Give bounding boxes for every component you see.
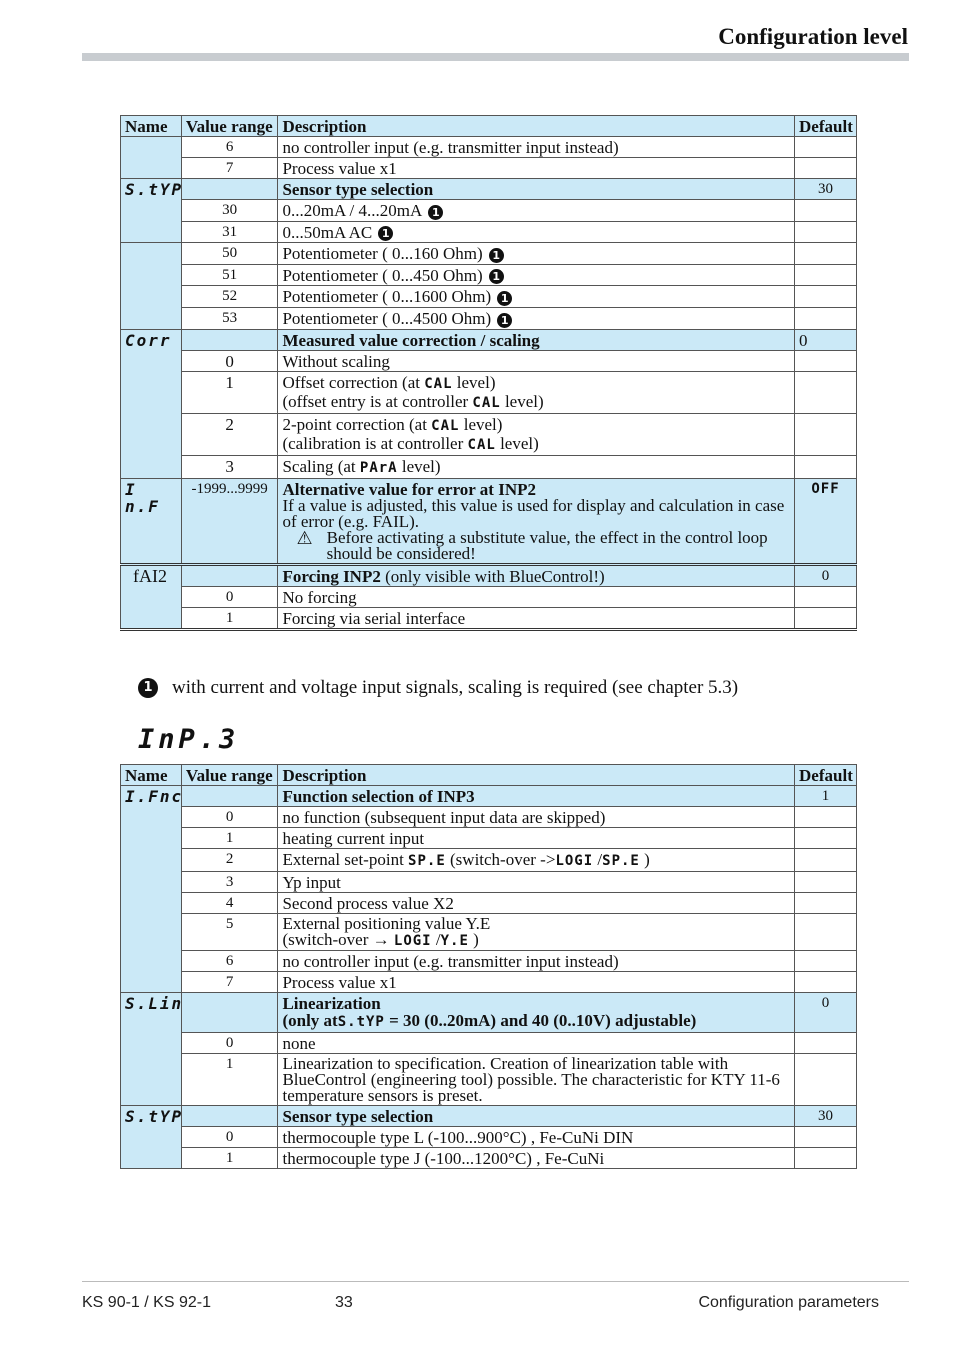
desc-cell: Potentiometer ( 0...1600 Ohm) 1: [278, 286, 795, 308]
param-row-s-typ: [121, 1106, 857, 1127]
footer-model: KS 90-1 / KS 92-1: [82, 1294, 211, 1311]
inp3-parameter-table: [120, 764, 857, 1169]
range-cell: 1: [181, 607, 278, 629]
param-name-cell: [121, 329, 182, 478]
table-row: [121, 413, 857, 455]
range-cell: 3: [181, 455, 278, 478]
table-row: [121, 264, 857, 286]
table-row: [121, 137, 857, 158]
default-cell: [795, 455, 857, 478]
param-name: S.tYP: [125, 1107, 184, 1126]
param-row-s-lin: [121, 993, 857, 1033]
name-cell: [121, 243, 182, 329]
default-cell: [795, 586, 857, 607]
desc-cell: 2-point correction (at CAL level) (calibration is at controller CAL level): [278, 413, 795, 455]
param-name-cell: [121, 478, 182, 564]
desc-cell: Forcing via serial interface: [278, 607, 795, 629]
note-1-icon: 1: [428, 205, 443, 220]
table-row: [121, 200, 857, 222]
footer-page-number: 33: [335, 1294, 353, 1311]
table-row: [121, 455, 857, 478]
note-1-icon: 1: [378, 226, 393, 241]
col-name: Name: [121, 765, 182, 786]
default-cell: [795, 371, 857, 413]
default-cell: [795, 951, 857, 972]
default-cell: 30: [795, 179, 857, 200]
table-row: [121, 607, 857, 629]
param-row-corr: [121, 329, 857, 350]
note-1-icon: 1: [489, 269, 504, 284]
table-row: [121, 286, 857, 308]
desc-cell: 0...50mA AC 1: [278, 221, 795, 243]
range-cell: 6: [181, 951, 278, 972]
param-name: S.tYP: [125, 180, 184, 199]
param-name-cell: [121, 786, 182, 993]
default-cell: [795, 893, 857, 914]
desc-cell: none: [278, 1033, 795, 1054]
desc-cell: External set-point SP.E (switch-over ->LOGI /SP.E ): [278, 849, 795, 872]
range-cell: 0: [181, 1127, 278, 1148]
col-default: Default: [795, 116, 857, 137]
desc-cell: Second process value X2: [278, 893, 795, 914]
range-cell: 31: [181, 221, 278, 243]
table-row: [121, 1127, 857, 1148]
default-cell: [795, 286, 857, 308]
range-cell: [181, 564, 278, 586]
default-cell: [795, 158, 857, 179]
param-name-cell: fAI2: [121, 564, 182, 629]
table-row: [121, 1054, 857, 1106]
desc-cell: Without scaling: [278, 350, 795, 371]
range-cell: 5: [181, 914, 278, 951]
inp2-parameter-table: [120, 115, 857, 631]
col-desc: Description: [278, 765, 795, 786]
default-cell: 30: [795, 1106, 857, 1127]
range-cell: 2: [181, 849, 278, 872]
range-cell: 0: [181, 807, 278, 828]
desc-cell: External positioning value Y.E (switch-over → LOGI /Y.E ): [278, 914, 795, 951]
range-cell: 6: [181, 137, 278, 158]
name-cell: [121, 137, 182, 179]
table-row: [121, 1148, 857, 1169]
table-row: [121, 221, 857, 243]
range-cell: 51: [181, 264, 278, 286]
param-name-cell: [121, 179, 182, 243]
range-cell: 0: [181, 350, 278, 371]
note-1-icon: 1: [489, 248, 504, 263]
default-cell: [795, 1033, 857, 1054]
default-cell: 0: [795, 329, 857, 350]
desc-cell: no function (subsequent input data are skipped): [278, 807, 795, 828]
range-cell: -1999...9999: [181, 478, 278, 564]
default-cell: [795, 243, 857, 265]
note-1-icon: 1: [497, 291, 512, 306]
col-desc: Description: [278, 116, 795, 137]
desc-cell: heating current input: [278, 828, 795, 849]
range-cell: 2: [181, 413, 278, 455]
table-header: [121, 765, 857, 786]
range-cell: 1: [181, 828, 278, 849]
desc-cell: Offset correction (at CAL level) (offset entry is at controller CAL level): [278, 371, 795, 413]
range-cell: 50: [181, 243, 278, 265]
desc-cell: Potentiometer ( 0...160 Ohm) 1: [278, 243, 795, 265]
default-cell: [795, 137, 857, 158]
desc-cell: No forcing: [278, 586, 795, 607]
param-title: Function selection of INP3: [282, 787, 475, 806]
range-cell: 52: [181, 286, 278, 308]
table-row: [121, 807, 857, 828]
desc-cell: no controller input (e.g. transmitter input instead): [278, 137, 795, 158]
col-default: Default: [795, 765, 857, 786]
desc-cell: no controller input (e.g. transmitter input instead): [278, 951, 795, 972]
range-cell: 30: [181, 200, 278, 222]
range-cell: [181, 1106, 278, 1127]
desc-cell: thermocouple type J (-100...1200°C) , Fe-CuNi: [278, 1148, 795, 1169]
default-cell: [795, 607, 857, 629]
table-row: [121, 307, 857, 329]
range-cell: 3: [181, 872, 278, 893]
header-bar: [82, 53, 909, 61]
table-row: [121, 872, 857, 893]
desc-cell: Yp input: [278, 872, 795, 893]
param-title: Alternative value for error at INP2: [282, 479, 536, 499]
range-cell: 0: [181, 1033, 278, 1054]
range-cell: 7: [181, 972, 278, 993]
note-1-icon: 1: [497, 313, 512, 328]
table-header: [121, 116, 857, 137]
default-cell: 1: [795, 786, 857, 807]
range-cell: [181, 786, 278, 807]
param-name-cell: [121, 993, 182, 1106]
param-name: I.Fnc: [125, 787, 184, 806]
footer-divider: [82, 1281, 909, 1282]
param-title: Measured value correction / scaling: [282, 330, 540, 350]
param-row-s-typ: [121, 179, 857, 200]
table-row: [121, 158, 857, 179]
default-cell: [795, 200, 857, 222]
table-row: [121, 371, 857, 413]
range-cell: 0: [181, 586, 278, 607]
range-cell: [181, 329, 278, 350]
table-row: [121, 243, 857, 265]
param-row-i-fnc: [121, 786, 857, 807]
default-cell: 0: [795, 564, 857, 586]
table-row: [121, 586, 857, 607]
table-row: [121, 893, 857, 914]
default-cell: [795, 413, 857, 455]
range-cell: [181, 993, 278, 1033]
desc-cell: Process value x1: [278, 972, 795, 993]
table-row: [121, 350, 857, 371]
range-cell: 7: [181, 158, 278, 179]
table-row: [121, 914, 857, 951]
default-cell: [795, 307, 857, 329]
footnote-text: with current and voltage input signals, scaling is required (see chapter 5.3): [172, 677, 739, 698]
desc-cell: Linearization (only atS.tYP = 30 (0..20mA) and 40 (0..10V) adjustable): [278, 993, 795, 1033]
default-cell: 0: [795, 993, 857, 1033]
col-range: Value range: [181, 116, 278, 137]
param-name: I n.F: [125, 479, 160, 516]
desc-cell: Potentiometer ( 0...4500 Ohm) 1: [278, 307, 795, 329]
param-title: Sensor type selection: [282, 180, 434, 199]
param-name: S.Lin: [125, 994, 184, 1013]
warning-icon: ⚠: [296, 527, 313, 549]
table-row: [121, 849, 857, 872]
default-cell: [795, 807, 857, 828]
default-cell: [795, 828, 857, 849]
param-name-cell: [121, 1106, 182, 1169]
param-row-fai2: [121, 564, 857, 586]
param-title: Forcing INP2: [282, 566, 381, 586]
table-row: [121, 951, 857, 972]
range-cell: 1: [181, 371, 278, 413]
default-cell: [795, 1054, 857, 1106]
desc-cell: Potentiometer ( 0...450 Ohm) 1: [278, 264, 795, 286]
footer-section: Configuration parameters: [698, 1294, 879, 1311]
desc-cell: Scaling (at PArA level): [278, 455, 795, 478]
param-row-inf: [121, 478, 857, 564]
default-cell: [795, 1148, 857, 1169]
col-name: Name: [121, 116, 182, 137]
default-cell: [795, 914, 857, 951]
param-name: Corr: [125, 330, 172, 350]
default-cell: [795, 972, 857, 993]
default-cell: [795, 264, 857, 286]
default-cell: [795, 350, 857, 371]
section-heading-inp3: InP.3: [138, 724, 240, 755]
desc-cell: Alternative value for error at INP2 If a value is adjusted, this value is used for display and calculation in case of error (e.g. FAIL). ⚠ Before activating a substitute value, the effect in the control loop should be considered!: [278, 478, 795, 564]
range-cell: 1: [181, 1148, 278, 1169]
desc-cell: Process value x1: [278, 158, 795, 179]
table-row: [121, 972, 857, 993]
warning-note: ⚠ Before activating a substitute value, the effect in the control loop should be considered!: [296, 527, 768, 563]
table-row: [121, 1033, 857, 1054]
note-1-icon: 1: [138, 678, 158, 698]
desc-cell: Linearization to specification. Creation of linearization table with BlueControl (engineering tool) possible. The characteristic for KTY 11-6 temperature sensors is preset.: [278, 1054, 795, 1106]
range-cell: 4: [181, 893, 278, 914]
param-title: Sensor type selection: [282, 1107, 434, 1126]
col-range: Value range: [181, 765, 278, 786]
range-cell: 53: [181, 307, 278, 329]
desc-cell: Forcing INP2 (only visible with BlueControl!): [278, 564, 795, 586]
range-cell: [181, 179, 278, 200]
default-cell: OFF: [795, 478, 857, 564]
table-row: [121, 828, 857, 849]
default-cell: [795, 1127, 857, 1148]
footnote: [138, 677, 738, 699]
default-cell: [795, 849, 857, 872]
param-title: Linearization: [282, 994, 381, 1013]
default-cell: [795, 221, 857, 243]
page-header-title: Configuration level: [718, 24, 908, 49]
range-cell: 1: [181, 1054, 278, 1106]
desc-cell: 0...20mA / 4...20mA 1: [278, 200, 795, 222]
desc-cell: thermocouple type L (-100...900°C) , Fe-CuNi DIN: [278, 1127, 795, 1148]
default-cell: [795, 872, 857, 893]
